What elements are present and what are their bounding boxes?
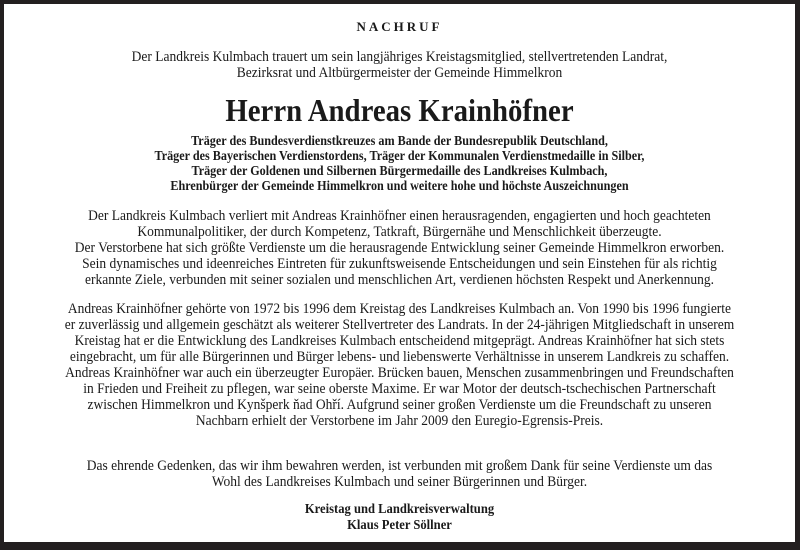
text-line: Andreas Krainhöfner gehörte von 1972 bis 1996 dem Kreistag des Landkreises Kulmbach an. Von 1990 bis 1996 fungierte [67,301,732,317]
text-line: eingebracht, um für alle Bürgerinnen und Bürger lebens- und liebenswerte Verhältnisse in unserem Landkreis zu schaffen. [69,349,730,365]
honor-line: Ehrenbürger der Gemeinde Himmelkron und weitere hohe und höchste Auszeichnungen [170,178,629,193]
text-line: Andreas Krainhöfner war auch ein überzeugter Europäer. Brücken bauen, Menschen zusammenbringen und Freundschaften [65,365,734,381]
text-line: Sein dynamisches und ideenreiches Eintreten für zukunftsweisende Entscheidungen und sein Einstehen für als richtig [82,256,717,272]
text-line: er zuverlässig und allgemein geschätzt als weiterer Stellvertreter des Landrats. In der 24-jährigen Mitgliedschaft in unserem [64,317,735,333]
paragraph-3 [4,458,795,490]
honor-line: Träger des Bayerischen Verdienstordens, Träger der Kommunalen Verdienstmedaille in Silber, [154,148,645,163]
intro-line: Bezirksrat und Altbürgermeister der Gemeinde Himmelkron [236,65,563,81]
text-line: zwischen Himmelkron und Kynšperk ňad Ohří. Aufgrund seiner großen Verdienste um die Freundschaft zu unseren [87,397,712,413]
text-line: Der Landkreis Kulmbach verliert mit Andreas Krainhöfner einen herausragenden, engagierten und hoch geachteten [88,208,711,224]
paragraph-1 [4,208,795,288]
text-line: Kreistag hat er die Entwicklung des Landkreises Kulmbach entscheidend mitgeprägt. Andreas Krainhöfner hat sich stets [74,333,725,349]
honor-line: Träger des Bundesverdienstkreuzes am Bande der Bundesrepublik Deutschland, [191,133,608,148]
paragraph-2 [4,301,795,429]
obituary-notice [4,4,795,542]
text-line: Kommunalpolitiker, der durch Kompetenz, Tatkraft, Bürgernähe und Menschlichkeit überzeugte. [137,224,662,240]
signature-organization: Kreistag und Landkreisverwaltung [304,502,495,517]
text-line: Wohl des Landkreises Kulmbach und seiner Bürgerinnen und Bürger. [211,474,588,490]
signature-name: Klaus Peter Söllner [347,518,452,533]
honor-line: Träger der Goldenen und Silbernen Bürgermedaille des Landkreises Kulmbach, [191,163,608,178]
honors [4,133,795,193]
signature [4,502,795,534]
intro [4,49,795,81]
text-line: Nachbarn erhielt der Verstorbene im Jahr 2009 den Euregio-Egrensis-Preis. [195,413,604,429]
heading: NACHRUF [356,19,443,34]
deceased-name: Herrn Andreas Krainhöfner [225,92,574,128]
text-line: Das ehrende Gedenken, das wir ihm bewahren werden, ist verbunden mit großem Dank für seine Verdienste um das [86,458,713,474]
text-line: Der Verstorbene hat sich größte Verdienste um die herausragende Entwicklung seiner Gemeinde Himmelkron erworben. [74,240,725,256]
text-line: in Frieden und Freiheit zu pflegen, war seine oberste Maxime. Er war Motor der deutsch-tschechischen Partnerschaft [83,381,716,397]
text-line: erkannte Ziele, verbunden mit seiner sozialen und menschlichen Art, verdienen höchsten Respekt und Anerkennung. [84,272,715,288]
intro-line: Der Landkreis Kulmbach trauert um sein langjähriges Kreistagsmitglied, stellvertretenden Landrat, [131,49,668,65]
